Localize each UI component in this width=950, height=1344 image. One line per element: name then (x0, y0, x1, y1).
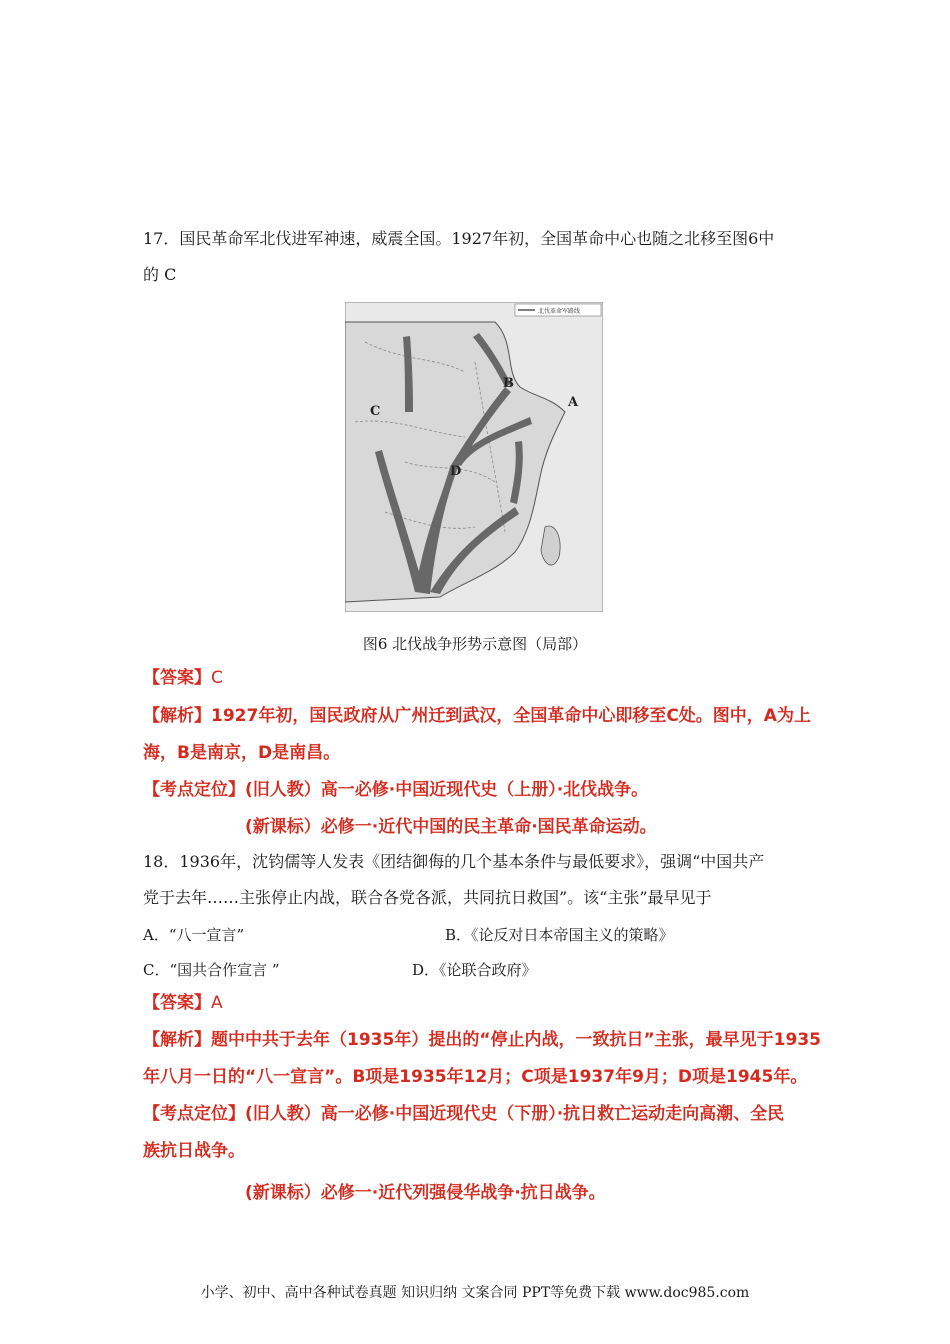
map-svg (345, 302, 603, 612)
q18-stem-line2: 党于去年……主张停止内战，联合各党各派，共同抗日救国”。该“主张”最早见于 (143, 888, 712, 907)
q17-kaodian-text1: (旧人教）高一必修·中国近现代史（上册）·北伐战争。 (245, 780, 649, 800)
q18-stem-line1: 18．1936年，沈钧儒等人发表《团结御侮的几个基本条件与最低要求》，强调“中国共产 (143, 852, 765, 871)
q17-answer (143, 665, 223, 691)
q18-answer-value: A (211, 993, 223, 1013)
q18-kaodian-text1: (旧人教）高一必修·中国近现代史（下册）·抗日救亡运动走向高潮、全民 (245, 1104, 785, 1124)
q18-answer (143, 990, 223, 1016)
q18-option-c: C．“国共合作宣言 ” (143, 961, 280, 979)
q18-kaodian-line1 (143, 1101, 784, 1127)
q17-analysis-tag: 【解析】 (143, 706, 211, 726)
q18-option-d: D．《论联合政府》 (412, 961, 537, 979)
q18-analysis-line2: 年八月一日的“八一宣言”。B项是1935年12月；C项是1937年9月；D项是1945年。 (143, 1067, 808, 1087)
q17-answer-tag: 【答案】 (143, 668, 211, 688)
q17-answer-value: C (211, 668, 223, 688)
map-legend-label: 北伐革命军路线 (538, 308, 581, 315)
figure-caption: 图6 北伐战争形势示意图（局部） (362, 635, 588, 653)
q17-kaodian-line2: (新课标）必修一·近代中国的民主革命·国民革命运动。 (245, 817, 657, 837)
q18-answer-tag: 【答案】 (143, 993, 211, 1013)
q18-kaodian-tag: 【考点定位】 (143, 1104, 245, 1124)
q18-analysis-text1: 题中中共于去年（1935年）提出的“停止内战，一致抗日”主张，最早见于1935 (211, 1030, 821, 1050)
map-point-b: B (503, 376, 514, 391)
q17-stem-line2: 的 C (143, 265, 177, 284)
q17-kaodian-line1 (143, 777, 648, 803)
q18-option-b: B．《论反对日本帝国主义的策略》 (445, 926, 674, 944)
page-footer: 小学、初中、高中各种试卷真题 知识归纳 文案合同 PPT等免费下载 www.doc985.com (200, 1285, 750, 1301)
q18-analysis-tag: 【解析】 (143, 1030, 211, 1050)
q18-kaodian-line3: (新课标）必修一·近代列强侵华战争·抗日战争。 (245, 1183, 606, 1203)
map-point-d: D (450, 464, 462, 479)
q17-analysis-text1: 1927年初，国民政府从广州迁到武汉，全国革命中心即移至C处。图中，A为上 (211, 706, 811, 726)
map-point-a: A (568, 395, 579, 410)
q17-kaodian-tag: 【考点定位】 (143, 780, 245, 800)
q18-kaodian-line2: 族抗日战争。 (143, 1141, 245, 1161)
taiwan-island (541, 526, 560, 565)
q18-analysis-line1 (143, 1027, 821, 1053)
q18-option-a: A．“八一宣言” (143, 926, 245, 944)
northern-expedition-map (345, 302, 603, 612)
q17-analysis-line1 (143, 703, 811, 729)
map-point-c: C (370, 404, 381, 419)
q17-analysis-line2: 海，B是南京，D是南昌。 (143, 743, 341, 763)
q17-stem-line1: 17．国民革命军北伐进军神速，威震全国。1927年初，全国革命中心也随之北移至图6中 (143, 229, 775, 248)
